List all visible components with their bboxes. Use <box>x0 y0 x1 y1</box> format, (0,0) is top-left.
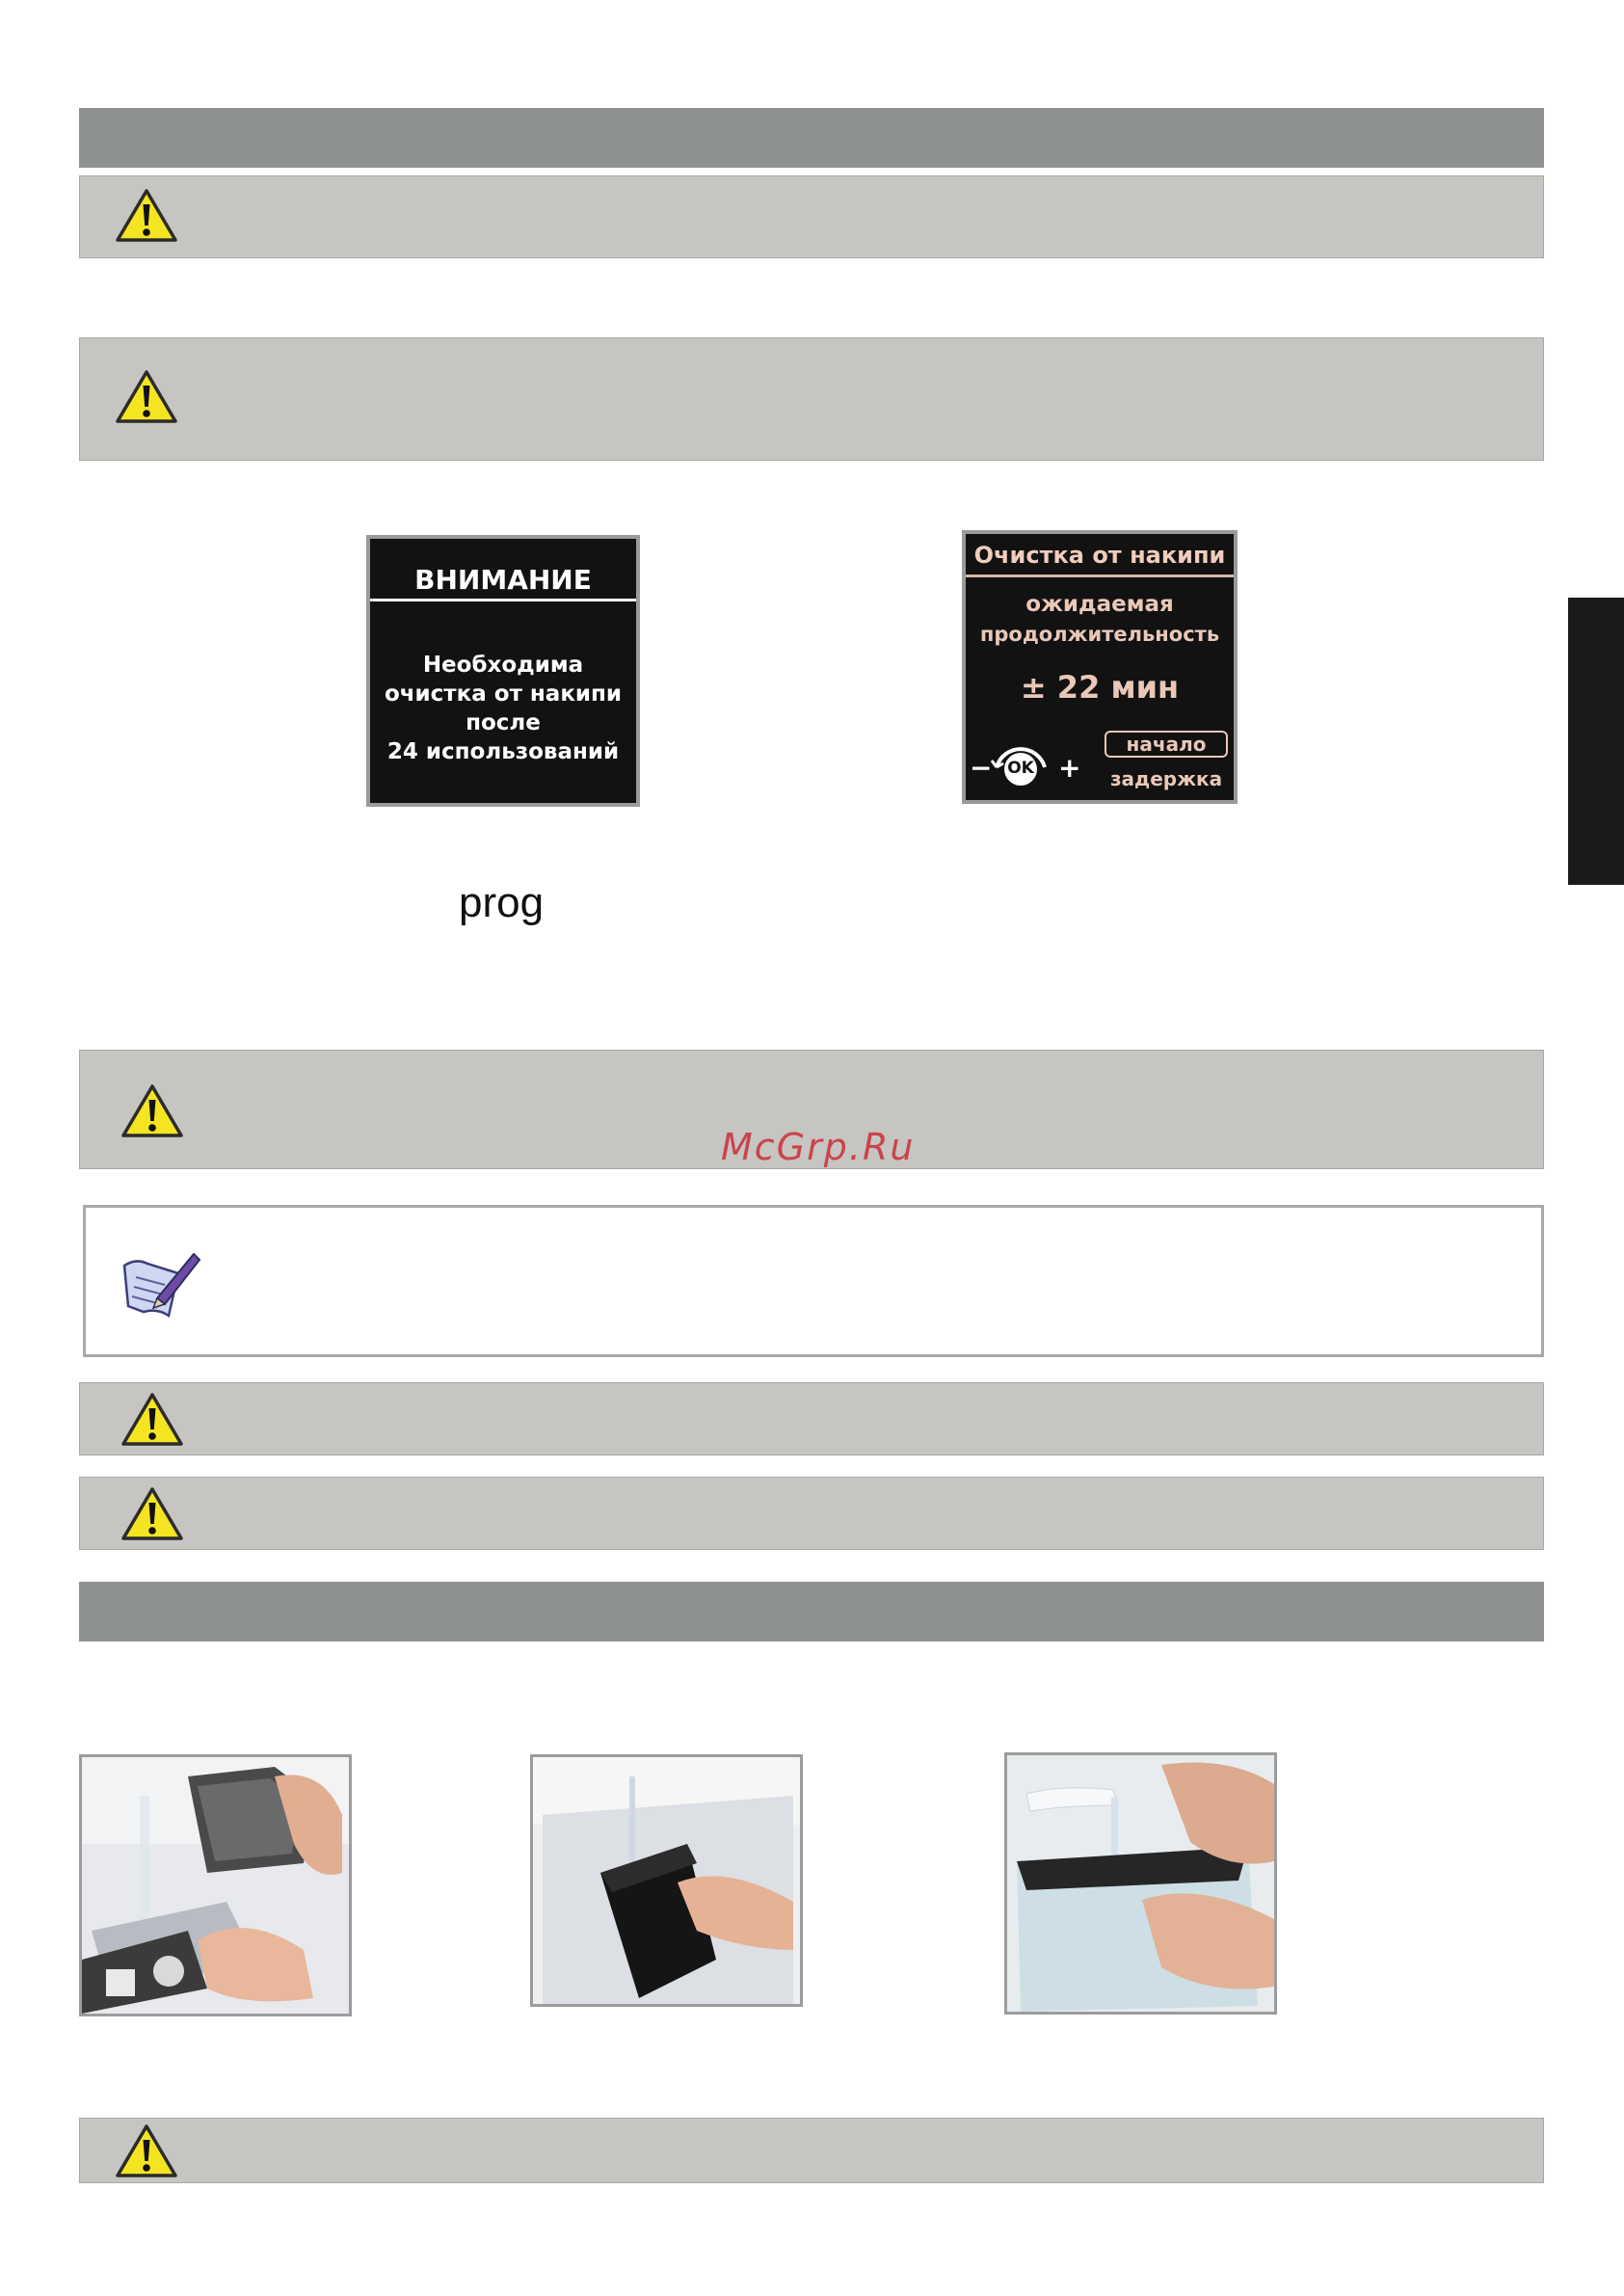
ok-label: OK <box>1007 759 1034 778</box>
photo-rinse-water-tank <box>1004 1752 1277 2015</box>
screen-line: продолжительность <box>979 623 1220 646</box>
screen-divider <box>370 599 636 601</box>
side-tab <box>1568 598 1624 885</box>
warning-triangle-icon <box>120 1486 184 1542</box>
screen-line: очистка от накипи <box>384 681 623 707</box>
screen-divider <box>966 574 1234 577</box>
warning-triangle-icon <box>120 1392 184 1448</box>
plus-sign: + <box>1058 752 1081 784</box>
warning-band <box>79 2118 1544 2183</box>
screen-title: Очистка от накипи <box>973 542 1226 569</box>
photo-rinse-drip-tray <box>79 1754 352 2016</box>
display-warning-screen <box>366 535 640 807</box>
display-descaling-screen <box>962 530 1238 804</box>
screen-header: ВНИМАНИЕ <box>414 564 592 596</box>
warning-band <box>79 175 1544 258</box>
section-header-band <box>79 1582 1544 1642</box>
warning-triangle-icon <box>115 188 178 244</box>
note-pen-icon <box>119 1244 205 1325</box>
delay-label: задержка <box>1109 767 1223 790</box>
ok-dial-icon <box>989 729 1052 792</box>
screen-line: Необходима <box>422 653 584 678</box>
screen-time: ± 22 мин <box>1020 669 1180 706</box>
prog-label: prog <box>459 879 545 926</box>
note-box <box>83 1205 1544 1357</box>
warning-triangle-icon <box>120 1083 184 1139</box>
warning-band <box>79 1382 1544 1455</box>
screen-line: ожидаемая <box>1025 592 1174 617</box>
photo-rinse-container <box>530 1754 803 2007</box>
warning-triangle-icon <box>115 369 178 425</box>
watermark: McGrp.Ru <box>721 1126 916 1168</box>
screen-line: 24 использований <box>386 739 620 764</box>
warning-band <box>79 1477 1544 1550</box>
warning-triangle-icon <box>115 2123 178 2179</box>
warning-band <box>79 337 1544 461</box>
screen-line: после <box>466 710 541 735</box>
minus-sign: − <box>970 752 993 784</box>
start-button: начало <box>1105 731 1228 758</box>
section-header-band <box>79 108 1544 168</box>
